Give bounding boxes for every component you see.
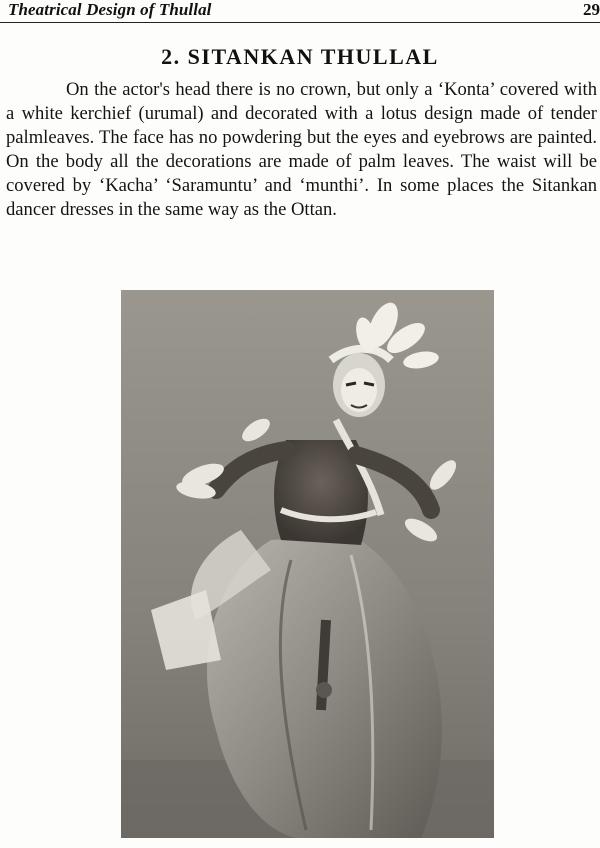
body-paragraph: On the actor's head there is no crown, but only a ‘Konta’ covered with a white kerchief (urumal) and decorated with a lotus design made of tender palmleaves. The face has no powdering but the eyes and eyebrows are painted. On the body all the decorations are made of palm leaves. The waist will be covered by ‘Kacha’ ‘Saramuntu’ and ‘munthi’. In some places the Sitankan dancer dresses in the same way as the Ottan.: [6, 79, 597, 220]
header-rule: [0, 22, 600, 23]
section-title: 2. SITANKAN THULLAL: [161, 44, 439, 69]
dancer-illustration: [121, 290, 494, 838]
running-head: Theatrical Design of Thullal: [8, 0, 212, 19]
dancer-photograph: [121, 290, 494, 838]
page-number: 29: [583, 0, 600, 19]
